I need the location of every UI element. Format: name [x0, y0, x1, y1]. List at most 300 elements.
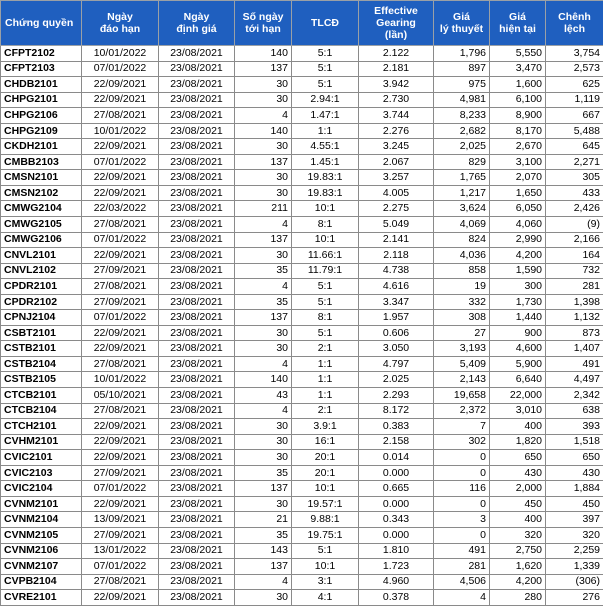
cell-warrant-code: CVIC2103 — [1, 465, 82, 481]
table-row — [1, 185, 603, 201]
cell-current-price: 6,640 — [490, 372, 546, 388]
header-maturity-date: Ngày đáo hạn — [82, 1, 159, 46]
cell-effective-gearing: 3.050 — [359, 341, 434, 357]
table-row — [1, 341, 603, 357]
cell-conversion-ratio: 10:1 — [292, 232, 359, 248]
cell-theoretical-price: 1,765 — [434, 170, 490, 186]
cell-current-price: 8,170 — [490, 123, 546, 139]
cell-difference: 2,259 — [546, 543, 603, 559]
header-effective-gearing: Effective Gearing (lần) — [359, 1, 434, 46]
table-row — [1, 201, 603, 217]
cell-current-price: 2,750 — [490, 543, 546, 559]
cell-conversion-ratio: 1.45:1 — [292, 154, 359, 170]
cell-theoretical-price: 2,025 — [434, 139, 490, 155]
cell-days-to-maturity: 30 — [235, 325, 292, 341]
cell-warrant-code: CVIC2104 — [1, 481, 82, 497]
cell-effective-gearing: 4.960 — [359, 574, 434, 590]
cell-effective-gearing: 8.172 — [359, 403, 434, 419]
cell-maturity-date: 22/09/2021 — [82, 92, 159, 108]
table-row — [1, 574, 603, 590]
cell-valuation-date: 23/08/2021 — [159, 92, 235, 108]
header-difference: Chênh lệch — [546, 1, 603, 46]
table-row — [1, 46, 603, 62]
cell-conversion-ratio: 10:1 — [292, 481, 359, 497]
cell-warrant-code: CPDR2101 — [1, 279, 82, 295]
cell-current-price: 300 — [490, 279, 546, 295]
cell-maturity-date: 07/01/2022 — [82, 310, 159, 326]
cell-effective-gearing: 2.275 — [359, 201, 434, 217]
table-row — [1, 232, 603, 248]
cell-days-to-maturity: 30 — [235, 77, 292, 93]
cell-days-to-maturity: 140 — [235, 123, 292, 139]
cell-maturity-date: 10/01/2022 — [82, 46, 159, 62]
cell-warrant-code: CFPT2103 — [1, 61, 82, 77]
cell-theoretical-price: 332 — [434, 294, 490, 310]
cell-difference: 667 — [546, 108, 603, 124]
cell-valuation-date: 23/08/2021 — [159, 574, 235, 590]
cell-warrant-code: CMWG2104 — [1, 201, 82, 217]
table-row — [1, 248, 603, 264]
cell-difference: 3,754 — [546, 46, 603, 62]
cell-days-to-maturity: 137 — [235, 61, 292, 77]
cell-days-to-maturity: 137 — [235, 310, 292, 326]
cell-warrant-code: CSBT2101 — [1, 325, 82, 341]
table-row — [1, 543, 603, 559]
cell-conversion-ratio: 2:1 — [292, 403, 359, 419]
table-row — [1, 108, 603, 124]
cell-valuation-date: 23/08/2021 — [159, 185, 235, 201]
cell-current-price: 1,440 — [490, 310, 546, 326]
cell-warrant-code: CNVL2102 — [1, 263, 82, 279]
header-current-price: Giá hiện tại — [490, 1, 546, 46]
cell-valuation-date: 23/08/2021 — [159, 481, 235, 497]
cell-current-price: 5,900 — [490, 356, 546, 372]
cell-conversion-ratio: 1:1 — [292, 356, 359, 372]
cell-maturity-date: 22/09/2021 — [82, 185, 159, 201]
table-row — [1, 496, 603, 512]
cell-effective-gearing: 3.245 — [359, 139, 434, 155]
cell-conversion-ratio: 1.47:1 — [292, 108, 359, 124]
table-row — [1, 356, 603, 372]
cell-valuation-date: 23/08/2021 — [159, 419, 235, 435]
cell-warrant-code: CNVL2101 — [1, 248, 82, 264]
cell-warrant-code: CVNM2105 — [1, 527, 82, 543]
cell-current-price: 2,670 — [490, 139, 546, 155]
cell-current-price: 4,200 — [490, 248, 546, 264]
cell-maturity-date: 22/09/2021 — [82, 419, 159, 435]
table-row — [1, 123, 603, 139]
cell-days-to-maturity: 35 — [235, 263, 292, 279]
table-row — [1, 294, 603, 310]
cell-warrant-code: CHDB2101 — [1, 77, 82, 93]
cell-maturity-date: 22/09/2021 — [82, 77, 159, 93]
cell-current-price: 3,010 — [490, 403, 546, 419]
cell-current-price: 2,000 — [490, 481, 546, 497]
cell-conversion-ratio: 19.83:1 — [292, 185, 359, 201]
cell-theoretical-price: 3,624 — [434, 201, 490, 217]
cell-warrant-code: CVHM2101 — [1, 434, 82, 450]
cell-difference: 397 — [546, 512, 603, 528]
cell-difference: 1,398 — [546, 294, 603, 310]
cell-current-price: 4,060 — [490, 217, 546, 233]
cell-difference: 1,884 — [546, 481, 603, 497]
cell-theoretical-price: 302 — [434, 434, 490, 450]
cell-conversion-ratio: 3:1 — [292, 574, 359, 590]
cell-difference: 645 — [546, 139, 603, 155]
cell-difference: 430 — [546, 465, 603, 481]
cell-difference: 2,271 — [546, 154, 603, 170]
cell-warrant-code: CSTB2101 — [1, 341, 82, 357]
cell-effective-gearing: 3.744 — [359, 108, 434, 124]
cell-warrant-code: CVNM2107 — [1, 559, 82, 575]
cell-valuation-date: 23/08/2021 — [159, 77, 235, 93]
cell-warrant-code: CVIC2101 — [1, 450, 82, 466]
cell-days-to-maturity: 140 — [235, 46, 292, 62]
cell-difference: 491 — [546, 356, 603, 372]
cell-effective-gearing: 0.000 — [359, 527, 434, 543]
cell-conversion-ratio: 5:1 — [292, 46, 359, 62]
cell-warrant-code: CSTB2105 — [1, 372, 82, 388]
cell-conversion-ratio: 11.79:1 — [292, 263, 359, 279]
cell-theoretical-price: 7 — [434, 419, 490, 435]
cell-difference: 732 — [546, 263, 603, 279]
cell-current-price: 1,650 — [490, 185, 546, 201]
header-warrant-code: Chứng quyền — [1, 1, 82, 46]
cell-days-to-maturity: 211 — [235, 201, 292, 217]
cell-theoretical-price: 491 — [434, 543, 490, 559]
table-row — [1, 92, 603, 108]
cell-current-price: 2,070 — [490, 170, 546, 186]
cell-difference: 1,518 — [546, 434, 603, 450]
cell-valuation-date: 23/08/2021 — [159, 294, 235, 310]
cell-days-to-maturity: 137 — [235, 481, 292, 497]
cell-theoretical-price: 2,143 — [434, 372, 490, 388]
cell-warrant-code: CHPG2106 — [1, 108, 82, 124]
table-row — [1, 279, 603, 295]
table-row — [1, 325, 603, 341]
cell-valuation-date: 23/08/2021 — [159, 559, 235, 575]
cell-difference: 5,488 — [546, 123, 603, 139]
cell-warrant-code: CHPG2109 — [1, 123, 82, 139]
cell-difference: (9) — [546, 217, 603, 233]
cell-warrant-code: CVPB2104 — [1, 574, 82, 590]
cell-valuation-date: 23/08/2021 — [159, 123, 235, 139]
cell-maturity-date: 05/10/2021 — [82, 388, 159, 404]
cell-conversion-ratio: 19.57:1 — [292, 496, 359, 512]
cell-conversion-ratio: 5:1 — [292, 325, 359, 341]
cell-valuation-date: 23/08/2021 — [159, 465, 235, 481]
cell-maturity-date: 13/01/2022 — [82, 543, 159, 559]
cell-conversion-ratio: 1:1 — [292, 372, 359, 388]
cell-maturity-date: 27/09/2021 — [82, 527, 159, 543]
table-row — [1, 154, 603, 170]
cell-warrant-code: CVNM2106 — [1, 543, 82, 559]
cell-current-price: 280 — [490, 590, 546, 606]
cell-valuation-date: 23/08/2021 — [159, 46, 235, 62]
cell-warrant-code: CMBB2103 — [1, 154, 82, 170]
cell-theoretical-price: 0 — [434, 527, 490, 543]
cell-maturity-date: 07/01/2022 — [82, 559, 159, 575]
cell-maturity-date: 27/09/2021 — [82, 263, 159, 279]
cell-maturity-date: 27/08/2021 — [82, 403, 159, 419]
cell-maturity-date: 07/01/2022 — [82, 481, 159, 497]
cell-theoretical-price: 3,193 — [434, 341, 490, 357]
table-row — [1, 481, 603, 497]
table-body — [1, 46, 603, 606]
cell-difference: (306) — [546, 574, 603, 590]
cell-conversion-ratio: 4:1 — [292, 590, 359, 606]
cell-days-to-maturity: 143 — [235, 543, 292, 559]
cell-difference: 450 — [546, 496, 603, 512]
cell-effective-gearing: 2.730 — [359, 92, 434, 108]
cell-valuation-date: 23/08/2021 — [159, 263, 235, 279]
cell-theoretical-price: 1,217 — [434, 185, 490, 201]
cell-conversion-ratio: 1:1 — [292, 388, 359, 404]
cell-conversion-ratio: 16:1 — [292, 434, 359, 450]
cell-difference: 2,426 — [546, 201, 603, 217]
cell-days-to-maturity: 30 — [235, 248, 292, 264]
table-row — [1, 139, 603, 155]
cell-theoretical-price: 116 — [434, 481, 490, 497]
cell-conversion-ratio: 20:1 — [292, 465, 359, 481]
table-row — [1, 372, 603, 388]
cell-difference: 650 — [546, 450, 603, 466]
cell-maturity-date: 07/01/2022 — [82, 61, 159, 77]
cell-days-to-maturity: 30 — [235, 450, 292, 466]
cell-theoretical-price: 897 — [434, 61, 490, 77]
cell-days-to-maturity: 4 — [235, 403, 292, 419]
cell-days-to-maturity: 4 — [235, 574, 292, 590]
cell-days-to-maturity: 4 — [235, 108, 292, 124]
cell-maturity-date: 13/09/2021 — [82, 512, 159, 528]
cell-theoretical-price: 19 — [434, 279, 490, 295]
cell-warrant-code: CKDH2101 — [1, 139, 82, 155]
cell-difference: 4,497 — [546, 372, 603, 388]
cell-effective-gearing: 2.122 — [359, 46, 434, 62]
cell-days-to-maturity: 4 — [235, 279, 292, 295]
cell-conversion-ratio: 5:1 — [292, 294, 359, 310]
cell-current-price: 4,600 — [490, 341, 546, 357]
cell-effective-gearing: 0.014 — [359, 450, 434, 466]
cell-valuation-date: 23/08/2021 — [159, 372, 235, 388]
cell-conversion-ratio: 19.75:1 — [292, 527, 359, 543]
cell-current-price: 22,000 — [490, 388, 546, 404]
cell-warrant-code: CHPG2101 — [1, 92, 82, 108]
cell-effective-gearing: 0.606 — [359, 325, 434, 341]
cell-days-to-maturity: 137 — [235, 559, 292, 575]
cell-conversion-ratio: 9.88:1 — [292, 512, 359, 528]
cell-current-price: 6,050 — [490, 201, 546, 217]
cell-theoretical-price: 281 — [434, 559, 490, 575]
cell-effective-gearing: 0.378 — [359, 590, 434, 606]
cell-warrant-code: CSTB2104 — [1, 356, 82, 372]
cell-valuation-date: 23/08/2021 — [159, 232, 235, 248]
cell-days-to-maturity: 137 — [235, 232, 292, 248]
cell-current-price: 3,100 — [490, 154, 546, 170]
cell-warrant-code: CVNM2101 — [1, 496, 82, 512]
cell-current-price: 400 — [490, 419, 546, 435]
cell-days-to-maturity: 30 — [235, 92, 292, 108]
cell-warrant-code: CPDR2102 — [1, 294, 82, 310]
cell-effective-gearing: 0.000 — [359, 496, 434, 512]
cell-difference: 873 — [546, 325, 603, 341]
cell-theoretical-price: 3 — [434, 512, 490, 528]
cell-current-price: 1,620 — [490, 559, 546, 575]
cell-maturity-date: 27/08/2021 — [82, 279, 159, 295]
cell-conversion-ratio: 19.83:1 — [292, 170, 359, 186]
cell-valuation-date: 23/08/2021 — [159, 217, 235, 233]
cell-warrant-code: CVRE2101 — [1, 590, 82, 606]
cell-effective-gearing: 3.942 — [359, 77, 434, 93]
cell-valuation-date: 23/08/2021 — [159, 512, 235, 528]
cell-valuation-date: 23/08/2021 — [159, 527, 235, 543]
cell-warrant-code: CTCB2101 — [1, 388, 82, 404]
cell-valuation-date: 23/08/2021 — [159, 450, 235, 466]
cell-maturity-date: 22/09/2021 — [82, 248, 159, 264]
cell-maturity-date: 22/09/2021 — [82, 496, 159, 512]
cell-effective-gearing: 2.181 — [359, 61, 434, 77]
cell-conversion-ratio: 10:1 — [292, 559, 359, 575]
cell-effective-gearing: 0.383 — [359, 419, 434, 435]
cell-days-to-maturity: 137 — [235, 154, 292, 170]
cell-theoretical-price: 27 — [434, 325, 490, 341]
cell-maturity-date: 22/09/2021 — [82, 590, 159, 606]
cell-valuation-date: 23/08/2021 — [159, 201, 235, 217]
cell-difference: 320 — [546, 527, 603, 543]
cell-maturity-date: 27/08/2021 — [82, 574, 159, 590]
cell-valuation-date: 23/08/2021 — [159, 341, 235, 357]
cell-days-to-maturity: 30 — [235, 419, 292, 435]
table-row — [1, 465, 603, 481]
cell-maturity-date: 10/01/2022 — [82, 372, 159, 388]
cell-warrant-code: CVNM2104 — [1, 512, 82, 528]
cell-maturity-date: 10/01/2022 — [82, 123, 159, 139]
cell-difference: 2,573 — [546, 61, 603, 77]
cell-effective-gearing: 4.616 — [359, 279, 434, 295]
cell-theoretical-price: 0 — [434, 450, 490, 466]
table-row — [1, 559, 603, 575]
cell-effective-gearing: 4.797 — [359, 356, 434, 372]
cell-current-price: 1,730 — [490, 294, 546, 310]
cell-effective-gearing: 0.665 — [359, 481, 434, 497]
cell-theoretical-price: 0 — [434, 465, 490, 481]
cell-effective-gearing: 2.118 — [359, 248, 434, 264]
cell-days-to-maturity: 140 — [235, 372, 292, 388]
table-row — [1, 310, 603, 326]
cell-maturity-date: 22/09/2021 — [82, 450, 159, 466]
cell-theoretical-price: 4,506 — [434, 574, 490, 590]
cell-theoretical-price: 4,036 — [434, 248, 490, 264]
table-header — [1, 1, 603, 46]
cell-theoretical-price: 19,658 — [434, 388, 490, 404]
cell-valuation-date: 23/08/2021 — [159, 388, 235, 404]
cell-effective-gearing: 4.738 — [359, 263, 434, 279]
cell-difference: 625 — [546, 77, 603, 93]
cell-current-price: 2,990 — [490, 232, 546, 248]
table-row — [1, 527, 603, 543]
cell-theoretical-price: 4 — [434, 590, 490, 606]
cell-maturity-date: 22/09/2021 — [82, 170, 159, 186]
cell-maturity-date: 22/03/2022 — [82, 201, 159, 217]
cell-theoretical-price: 824 — [434, 232, 490, 248]
cell-theoretical-price: 2,372 — [434, 403, 490, 419]
cell-difference: 393 — [546, 419, 603, 435]
cell-current-price: 1,590 — [490, 263, 546, 279]
cell-conversion-ratio: 4.55:1 — [292, 139, 359, 155]
cell-maturity-date: 27/09/2021 — [82, 294, 159, 310]
cell-valuation-date: 23/08/2021 — [159, 170, 235, 186]
cell-valuation-date: 23/08/2021 — [159, 434, 235, 450]
cell-days-to-maturity: 30 — [235, 341, 292, 357]
cell-days-to-maturity: 30 — [235, 139, 292, 155]
cell-theoretical-price: 0 — [434, 496, 490, 512]
table-row — [1, 388, 603, 404]
table-row — [1, 403, 603, 419]
cell-valuation-date: 23/08/2021 — [159, 108, 235, 124]
cell-effective-gearing: 5.049 — [359, 217, 434, 233]
cell-difference: 1,407 — [546, 341, 603, 357]
cell-effective-gearing: 4.005 — [359, 185, 434, 201]
cell-conversion-ratio: 5:1 — [292, 77, 359, 93]
cell-theoretical-price: 4,981 — [434, 92, 490, 108]
cell-valuation-date: 23/08/2021 — [159, 325, 235, 341]
cell-effective-gearing: 2.276 — [359, 123, 434, 139]
cell-conversion-ratio: 1:1 — [292, 123, 359, 139]
header-row — [1, 1, 603, 46]
cell-effective-gearing: 1.810 — [359, 543, 434, 559]
cell-valuation-date: 23/08/2021 — [159, 279, 235, 295]
cell-current-price: 320 — [490, 527, 546, 543]
cell-conversion-ratio: 8:1 — [292, 310, 359, 326]
cell-conversion-ratio: 8:1 — [292, 217, 359, 233]
cell-days-to-maturity: 4 — [235, 356, 292, 372]
cell-difference: 164 — [546, 248, 603, 264]
cell-days-to-maturity: 35 — [235, 294, 292, 310]
cell-current-price: 430 — [490, 465, 546, 481]
cell-maturity-date: 22/09/2021 — [82, 325, 159, 341]
cell-days-to-maturity: 35 — [235, 465, 292, 481]
cell-conversion-ratio: 20:1 — [292, 450, 359, 466]
cell-theoretical-price: 975 — [434, 77, 490, 93]
cell-days-to-maturity: 4 — [235, 217, 292, 233]
cell-valuation-date: 23/08/2021 — [159, 154, 235, 170]
cell-days-to-maturity: 30 — [235, 434, 292, 450]
cell-theoretical-price: 8,233 — [434, 108, 490, 124]
cell-theoretical-price: 1,796 — [434, 46, 490, 62]
cell-difference: 1,119 — [546, 92, 603, 108]
cell-difference: 1,339 — [546, 559, 603, 575]
cell-valuation-date: 23/08/2021 — [159, 248, 235, 264]
cell-valuation-date: 23/08/2021 — [159, 543, 235, 559]
cell-maturity-date: 22/09/2021 — [82, 434, 159, 450]
cell-warrant-code: CMSN2101 — [1, 170, 82, 186]
cell-effective-gearing: 1.723 — [359, 559, 434, 575]
cell-valuation-date: 23/08/2021 — [159, 403, 235, 419]
cell-maturity-date: 07/01/2022 — [82, 154, 159, 170]
cell-warrant-code: CMSN2102 — [1, 185, 82, 201]
cell-difference: 2,166 — [546, 232, 603, 248]
table-row — [1, 512, 603, 528]
cell-current-price: 3,470 — [490, 61, 546, 77]
cell-conversion-ratio: 3.9:1 — [292, 419, 359, 435]
cell-effective-gearing: 1.957 — [359, 310, 434, 326]
cell-valuation-date: 23/08/2021 — [159, 496, 235, 512]
cell-effective-gearing: 2.067 — [359, 154, 434, 170]
cell-theoretical-price: 4,069 — [434, 217, 490, 233]
cell-days-to-maturity: 30 — [235, 170, 292, 186]
cell-maturity-date: 27/09/2021 — [82, 465, 159, 481]
cell-maturity-date: 22/09/2021 — [82, 139, 159, 155]
